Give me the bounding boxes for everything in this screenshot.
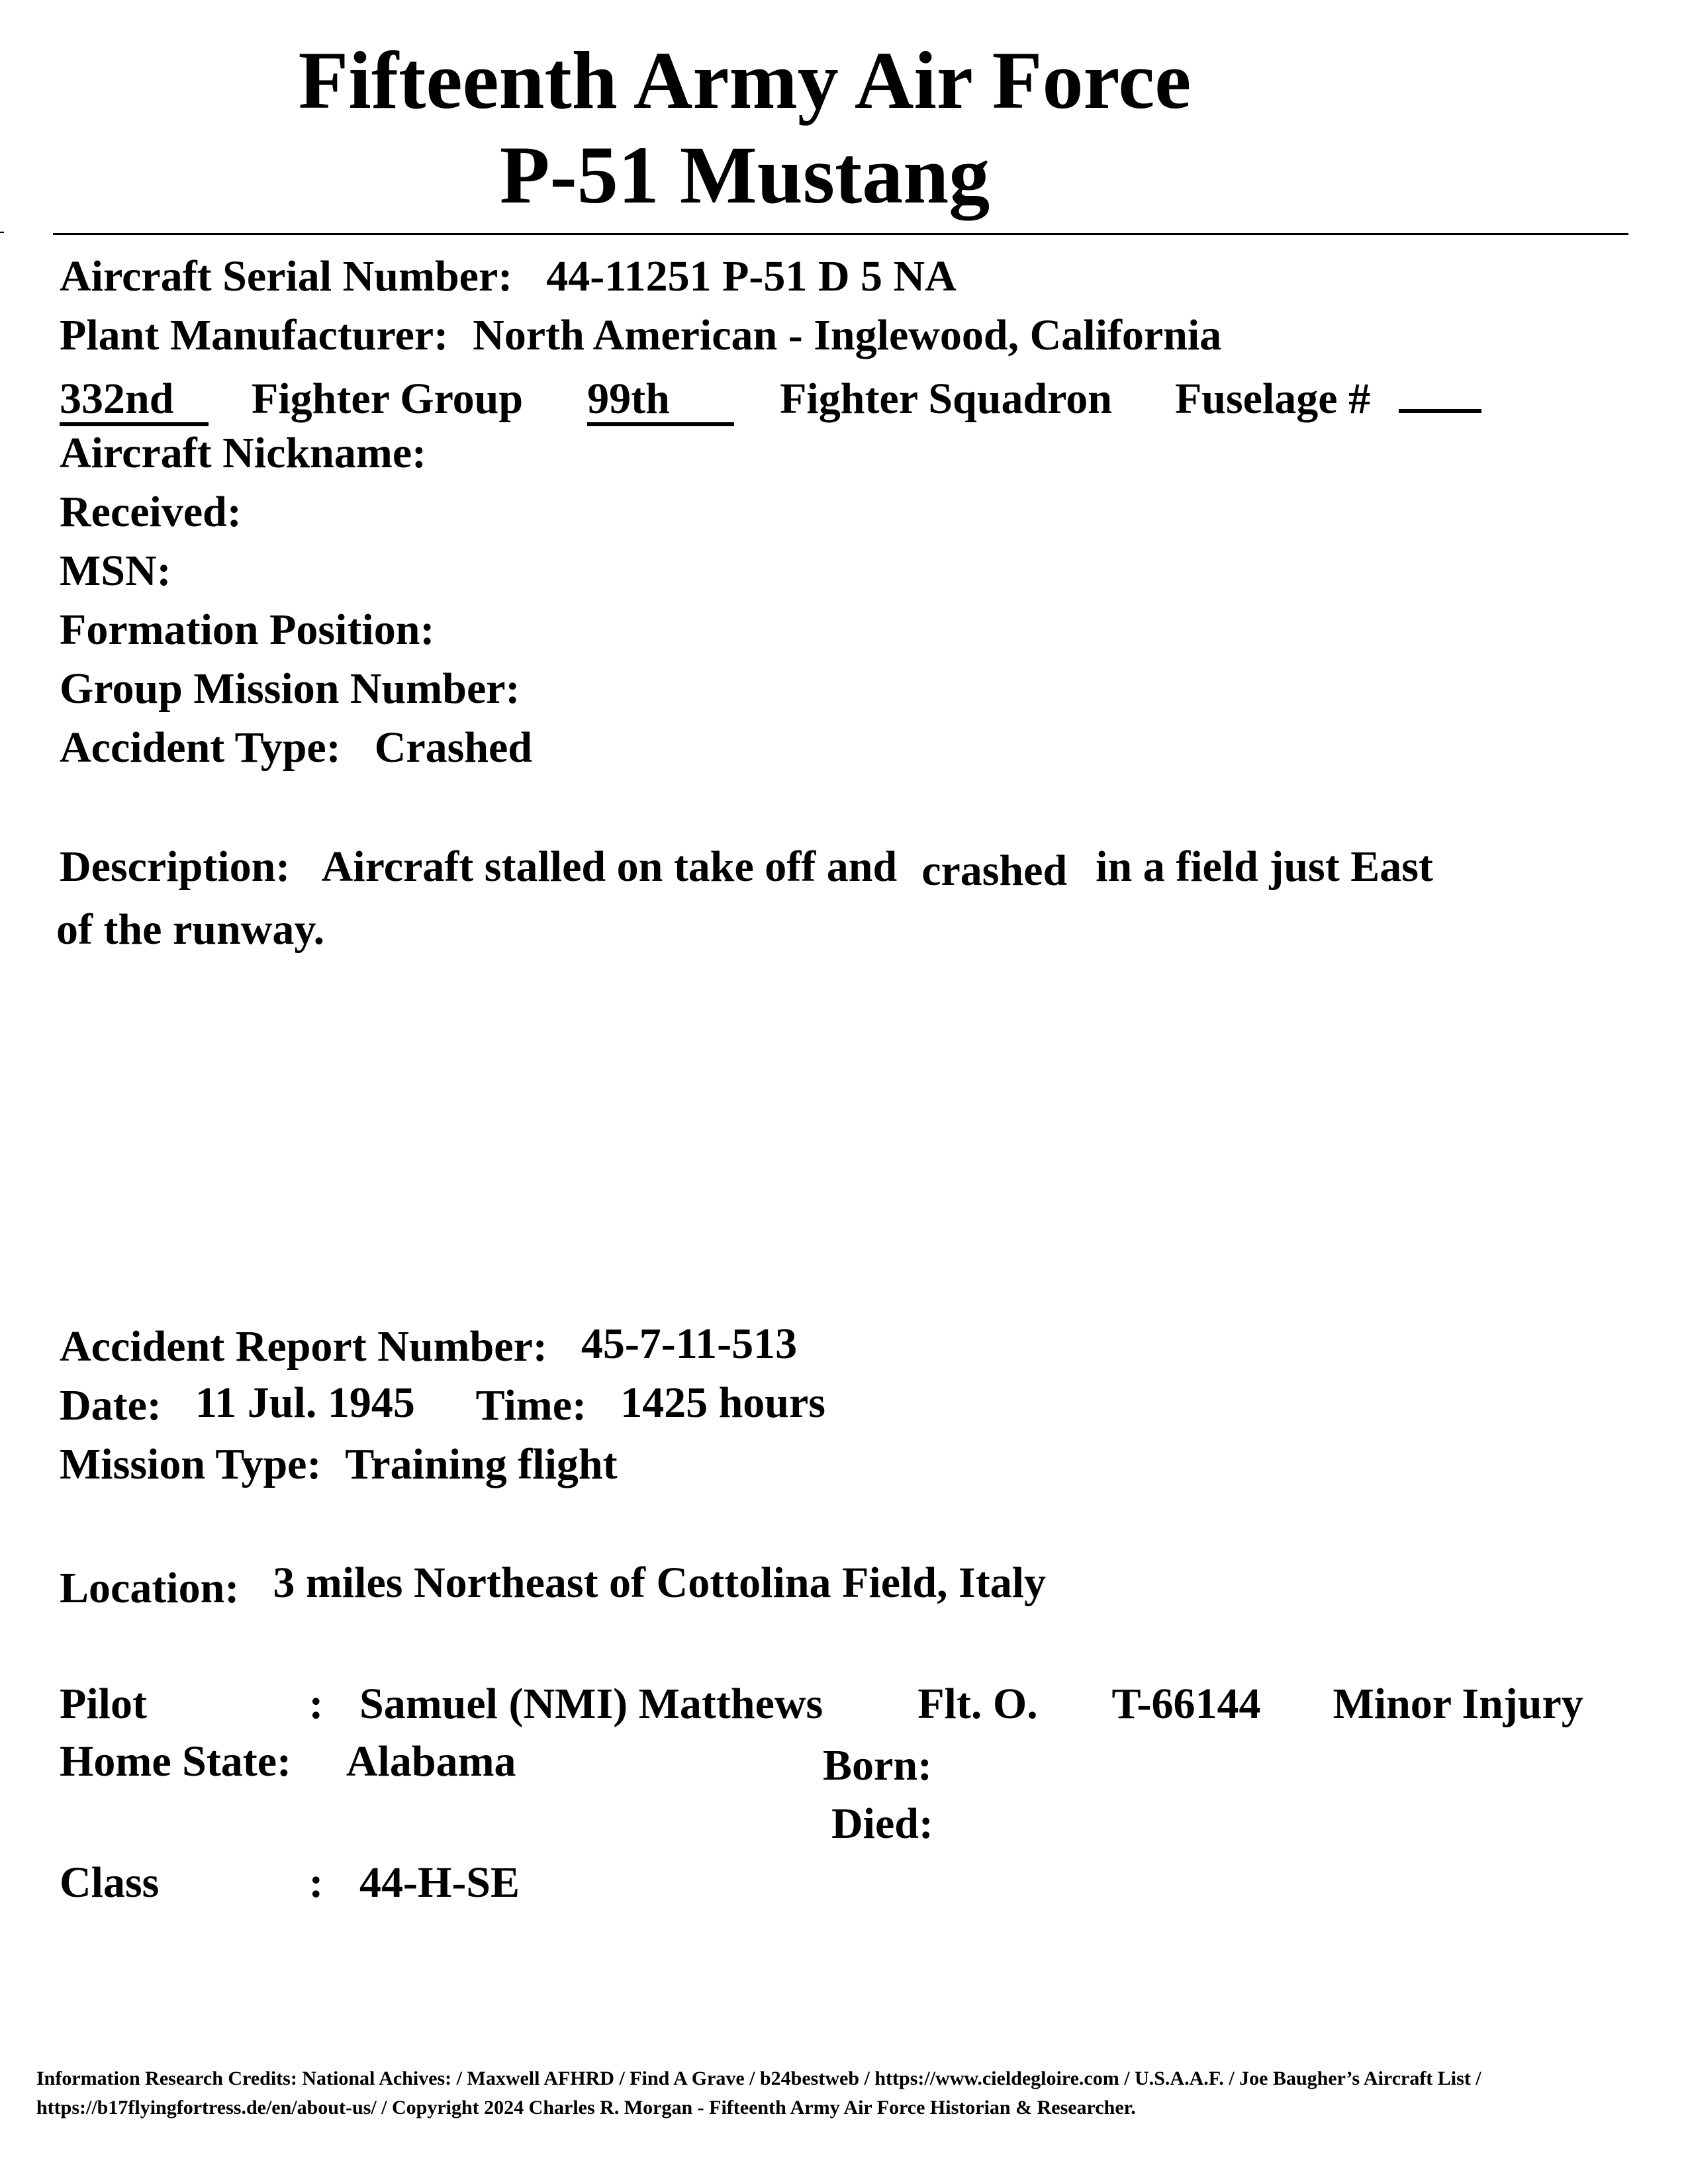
description-text-b: crashed bbox=[921, 846, 1068, 895]
nickname-row bbox=[60, 427, 426, 480]
pilot-row bbox=[60, 1678, 1583, 1731]
report-number-row bbox=[60, 1320, 797, 1373]
squadron-value: 99th bbox=[587, 376, 734, 426]
page-subtitle: P-51 Mustang bbox=[499, 130, 990, 220]
unit-row bbox=[60, 368, 1481, 426]
formation-row bbox=[60, 604, 434, 657]
squadron-label: Fighter Squadron bbox=[780, 375, 1112, 423]
manufacturer-label: Plant Manufacturer: bbox=[60, 311, 449, 359]
home-state-label: Home State: bbox=[60, 1737, 292, 1786]
pilot-status: Minor Injury bbox=[1333, 1680, 1583, 1728]
accident-type-row bbox=[60, 721, 532, 774]
died-label: Died: bbox=[831, 1799, 933, 1848]
accident-type-value: Crashed bbox=[374, 723, 533, 772]
footer-credits-line1: Information Research Credits: National Achives: / Maxwell AFHRD / Find A Grave / b24bestweb / https://www.cieldegloire.com / U.S.A.A.F. / Joe Baugher’s Aircraft List / bbox=[36, 2068, 1481, 2089]
fuselage-label: Fuselage # bbox=[1174, 375, 1371, 423]
time-label: Time: bbox=[475, 1381, 587, 1430]
date-label: Date: bbox=[60, 1381, 162, 1430]
serial-value: 44-11251 P-51 D 5 NA bbox=[546, 252, 957, 300]
group-value: 332nd bbox=[60, 376, 209, 426]
group-mission-label: Group Mission Number: bbox=[60, 664, 520, 713]
margin-tick bbox=[0, 232, 4, 233]
pilot-label: Pilot bbox=[60, 1680, 147, 1728]
manufacturer-value: North American - Inglewood, California bbox=[473, 311, 1222, 359]
footer-credits-line2: https://b17flyingfortress.de/en/about-us/ / Copyright 2024 Charles R. Morgan - Fifteenth Army Air Force Historian & Researcher. bbox=[36, 2097, 1136, 2118]
accident-type-label: Accident Type: bbox=[60, 723, 341, 772]
group-label: Fighter Group bbox=[252, 375, 524, 423]
description-line2: of the runway. bbox=[56, 905, 325, 954]
home-state-value: Alabama bbox=[346, 1737, 516, 1786]
location-value: 3 miles Northeast of Cottolina Field, Italy bbox=[273, 1559, 1047, 1607]
location-label: Location: bbox=[60, 1564, 240, 1612]
serial-label: Aircraft Serial Number: bbox=[60, 252, 513, 300]
class-label: Class bbox=[60, 1858, 160, 1907]
serial-row bbox=[60, 250, 957, 303]
home-state-row bbox=[60, 1735, 516, 1788]
received-label: Received: bbox=[60, 488, 242, 536]
msn-row bbox=[60, 545, 171, 598]
born-label: Born: bbox=[823, 1741, 932, 1790]
mission-type-label: Mission Type: bbox=[60, 1440, 322, 1488]
time-value: 1425 hours bbox=[620, 1379, 825, 1427]
nickname-label: Aircraft Nickname: bbox=[60, 429, 427, 477]
date-time-row bbox=[60, 1379, 825, 1432]
group-mission-row bbox=[60, 662, 520, 715]
date-value: 11 Jul. 1945 bbox=[195, 1379, 415, 1427]
msn-label: MSN: bbox=[60, 547, 171, 595]
page-title: Fifteenth Army Air Force bbox=[298, 35, 1192, 126]
received-row bbox=[60, 486, 242, 539]
mission-type-value: Training flight bbox=[345, 1440, 618, 1488]
class-value: 44-H-SE bbox=[359, 1858, 520, 1907]
class-row bbox=[60, 1856, 520, 1909]
description-label: Description: bbox=[60, 842, 291, 891]
class-colon: : bbox=[308, 1858, 324, 1907]
description-text-c: in a field just East bbox=[1096, 842, 1433, 891]
fuselage-blank bbox=[1399, 368, 1481, 413]
pilot-name: Samuel (NMI) Matthews bbox=[359, 1680, 823, 1728]
formation-label: Formation Position: bbox=[60, 606, 435, 654]
location-row bbox=[60, 1559, 1047, 1615]
description-text-a: Aircraft stalled on take off and bbox=[321, 842, 898, 891]
report-number-value: 45-7-11-513 bbox=[581, 1320, 798, 1368]
manufacturer-row bbox=[60, 309, 1221, 362]
pilot-colon: : bbox=[308, 1680, 324, 1728]
description-row bbox=[60, 841, 1433, 893]
header-divider bbox=[53, 233, 1628, 235]
report-number-label: Accident Report Number: bbox=[60, 1322, 547, 1371]
mission-type-row bbox=[60, 1438, 618, 1491]
pilot-rank: Flt. O. bbox=[917, 1680, 1038, 1728]
pilot-serial: T-66144 bbox=[1111, 1680, 1261, 1728]
